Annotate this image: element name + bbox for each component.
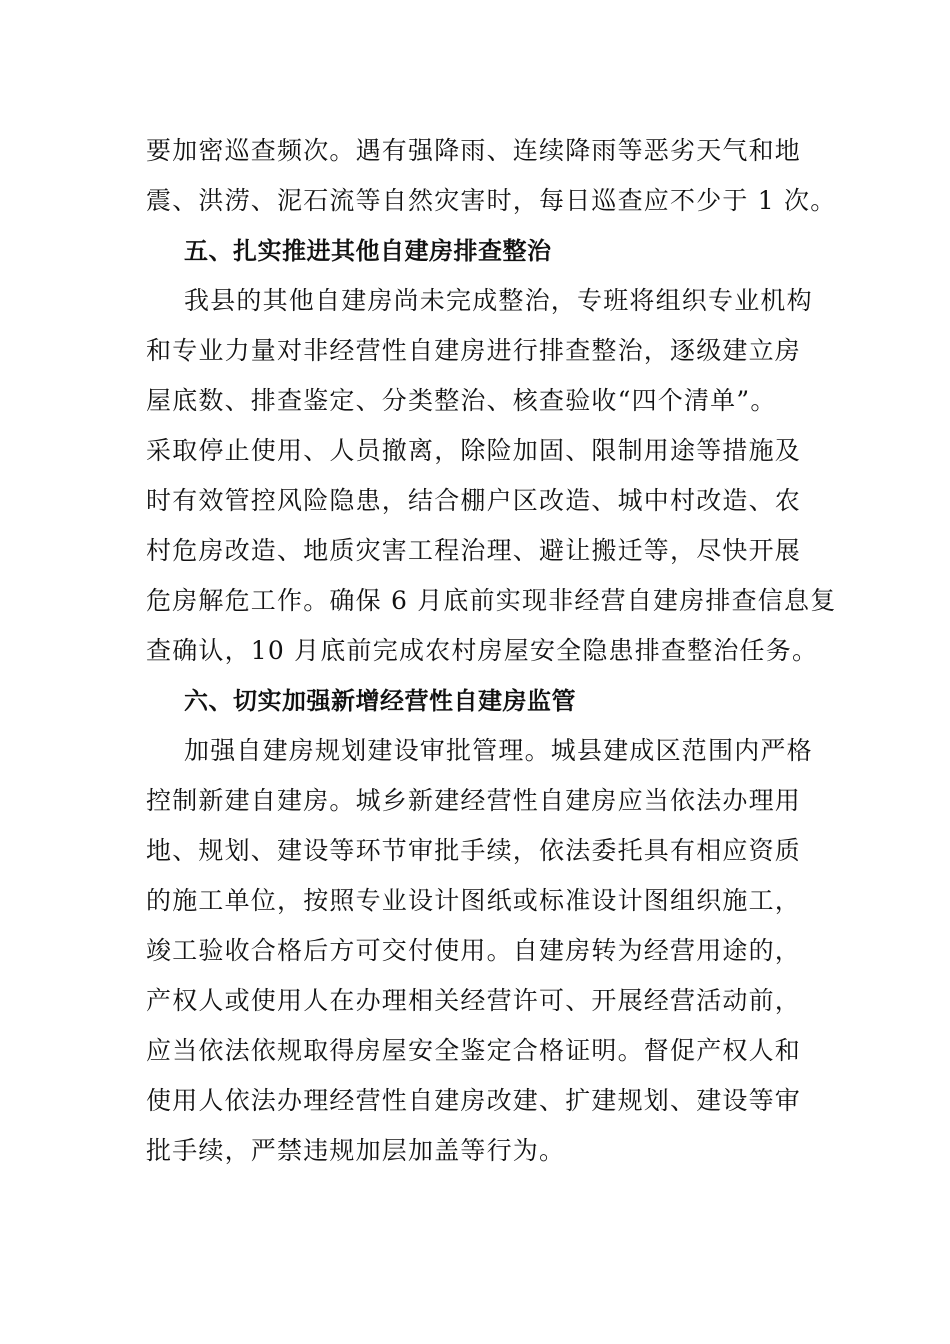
text-line: 产权人或使用人在办理相关经营许可、开展经营活动前， (146, 986, 802, 1015)
text-line: 控制新建自建房。城乡新建经营性自建房应当依法办理用 (146, 786, 802, 815)
text-line: 加强自建房规划建设审批管理。城县建成区范围内严格 (184, 736, 813, 765)
text-line: 竣工验收合格后方可交付使用。自建房转为经营用途的， (146, 936, 802, 965)
text-line: 要加密巡查频次。遇有强降雨、连续降雨等恶劣天气和地 (146, 136, 802, 165)
document-body (146, 126, 837, 1176)
text-line: 地、规划、建设等环节审批手续，依法委托具有相应资质 (146, 836, 802, 865)
text-line: 批手续，严禁违规加层加盖等行为。 (146, 1136, 566, 1165)
text-line: 村危房改造、地质灾害工程治理、避让搬迁等，尽快开展 (146, 536, 802, 565)
text-line: 我县的其他自建房尚未完成整治，专班将组织专业机构 (184, 286, 813, 315)
section-6-paragraph (146, 726, 813, 1176)
paragraph-continuation (146, 126, 837, 226)
section-5-heading: 五、扎实推进其他自建房排查整治 (184, 237, 552, 265)
text-line: 危房解危工作。确保 6 月底前实现非经营自建房排查信息复 (146, 586, 837, 615)
text-line: 时有效管控风险隐患，结合棚户区改造、城中村改造、农 (146, 486, 802, 515)
text-line: 的施工单位，按照专业设计图纸或标准设计图组织施工， (146, 886, 802, 915)
text-line: 震、洪涝、泥石流等自然灾害时，每日巡查应不少于 1 次。 (146, 186, 837, 215)
section-6-heading: 六、切实加强新增经营性自建房监管 (184, 687, 576, 715)
text-line: 使用人依法办理经营性自建房改建、扩建规划、建设等审 (146, 1086, 802, 1115)
text-line: 和专业力量对非经营性自建房进行排查整治，逐级建立房 (146, 336, 802, 365)
text-line: 应当依法依规取得房屋安全鉴定合格证明。督促产权人和 (146, 1036, 802, 1065)
section-5-paragraph (146, 276, 837, 676)
text-line: 查确认，10 月底前完成农村房屋安全隐患排查整治任务。 (146, 636, 819, 665)
text-line: 采取停止使用、人员撤离，除险加固、限制用途等措施及 (146, 436, 802, 465)
text-line: 屋底数、排查鉴定、分类整治、核查验收“四个清单”。 (146, 386, 777, 415)
